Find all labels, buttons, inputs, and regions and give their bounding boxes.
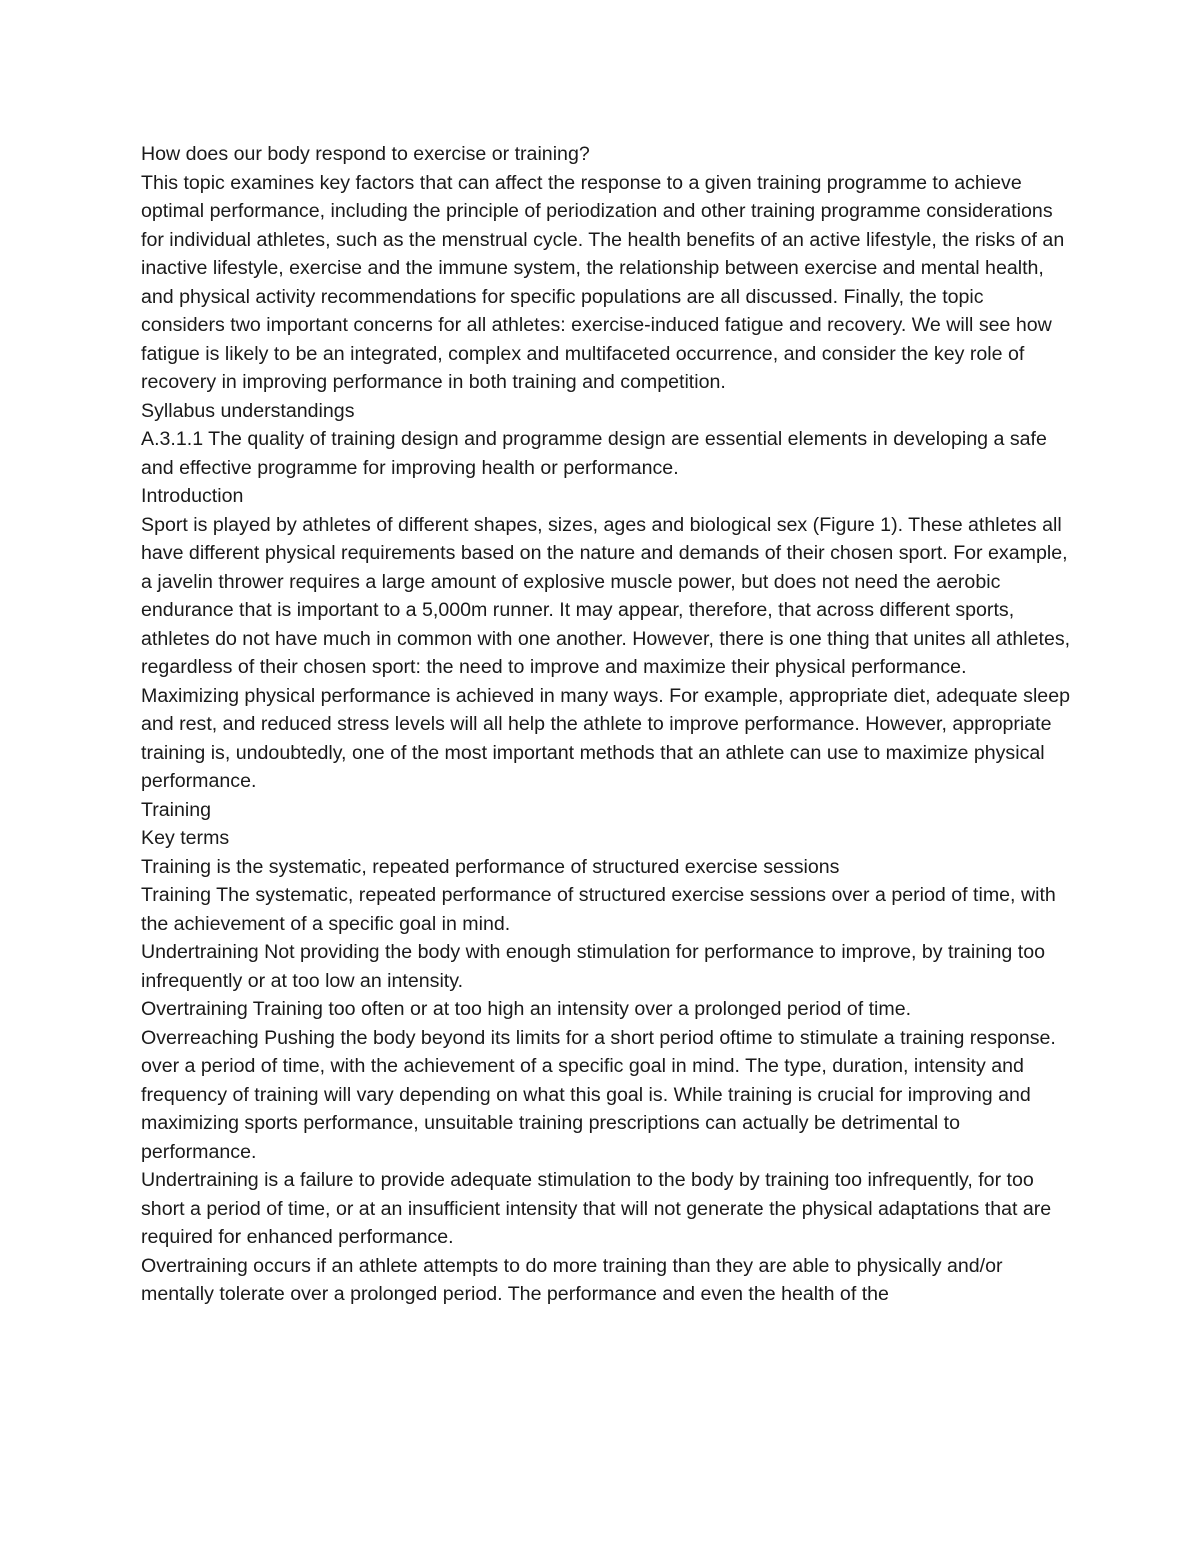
key-term-overtraining: Overtraining Training too often or at too high an intensity over a prolonged period of time. (141, 998, 912, 1020)
undertraining-paragraph: Undertraining is a failure to provide adequate stimulation to the body by training too infrequently, for too short a period of time, or at an insufficient intensity that will not generate the physical adaptations that are required for enhanced performance. (141, 1169, 1052, 1248)
training-definition-line: Training is the systematic, repeated performance of structured exercise sessions (141, 855, 840, 878)
key-term-training: Training The systematic, repeated performance of structured exercise sessions over a period of time, with the achievement of a specific goal in mind. (141, 884, 1056, 935)
syllabus-heading: Syllabus understandings (141, 399, 355, 422)
introduction-paragraph: Sport is played by athletes of different shapes, sizes, ages and biological sex (Figure 1). These athletes all have different physical requirements based on the nature and demands of their chosen sport. For example, a javelin thrower requires a large amount of explosive muscle power, but does not need the aerobic endurance that is important to a 5,000m runner. It may appear, therefore, that across different sports, athletes do not have much in common with one another. However, there is one thing that unites all athletes, regardless of their chosen sport: the need to improve and maximize their physical performance. (141, 513, 1071, 678)
training-heading: Training (141, 798, 212, 821)
performance-paragraph: Maximizing physical performance is achieved in many ways. For example, appropriate diet, adequate sleep and rest, and reduced stress levels will all help the athlete to improve performance. However, appropriate training is, undoubtedly, one of the most important methods that an athlete can use to maximize physical performance. (141, 684, 1070, 792)
question-heading: How does our body respond to exercise or training? (141, 143, 590, 165)
key-term-overreaching: Overreaching Pushing the body beyond its limits for a short period oftime to stimulate a training response. (141, 1026, 1056, 1049)
document-body (141, 140, 1071, 1309)
introduction-heading: Introduction (141, 485, 244, 507)
key-terms-heading: Key terms (141, 827, 230, 849)
overtraining-paragraph: Overtraining occurs if an athlete attempts to do more training than they are able to physically and/or mentally tolerate over a prolonged period. The performance and even the health of the (141, 1254, 1003, 1305)
syllabus-item: A.3.1.1 The quality of training design and programme design are essential elements in developing a safe and effective programme for improving health or performance. (141, 428, 1047, 479)
key-term-undertraining: Undertraining Not providing the body with enough stimulation for performance to improve, by training too infrequently or at too low an intensity. (141, 941, 1045, 992)
training-continuation-paragraph: over a period of time, with the achievement of a specific goal in mind. The type, duration, intensity and frequency of training will vary depending on what this goal is. While training is crucial for improving and maximizing sports performance, unsuitable training prescriptions can actually be detrimental to performance. (141, 1055, 1031, 1163)
topic-overview-paragraph: This topic examines key factors that can affect the response to a given training programme to achieve optimal performance, including the principle of periodization and other training programme considerations for individual athletes, such as the menstrual cycle. The health benefits of an active lifestyle, the risks of an inactive lifestyle, exercise and the immune system, the relationship between exercise and mental health, and physical activity recommendations for specific populations are all discussed. Finally, the topic considers two important concerns for all athletes: exercise-induced fatigue and recovery. We will see how fatigue is likely to be an integrated, complex and multifaceted occurrence, and consider the key role of recovery in improving performance in both training and competition. (141, 171, 1065, 393)
